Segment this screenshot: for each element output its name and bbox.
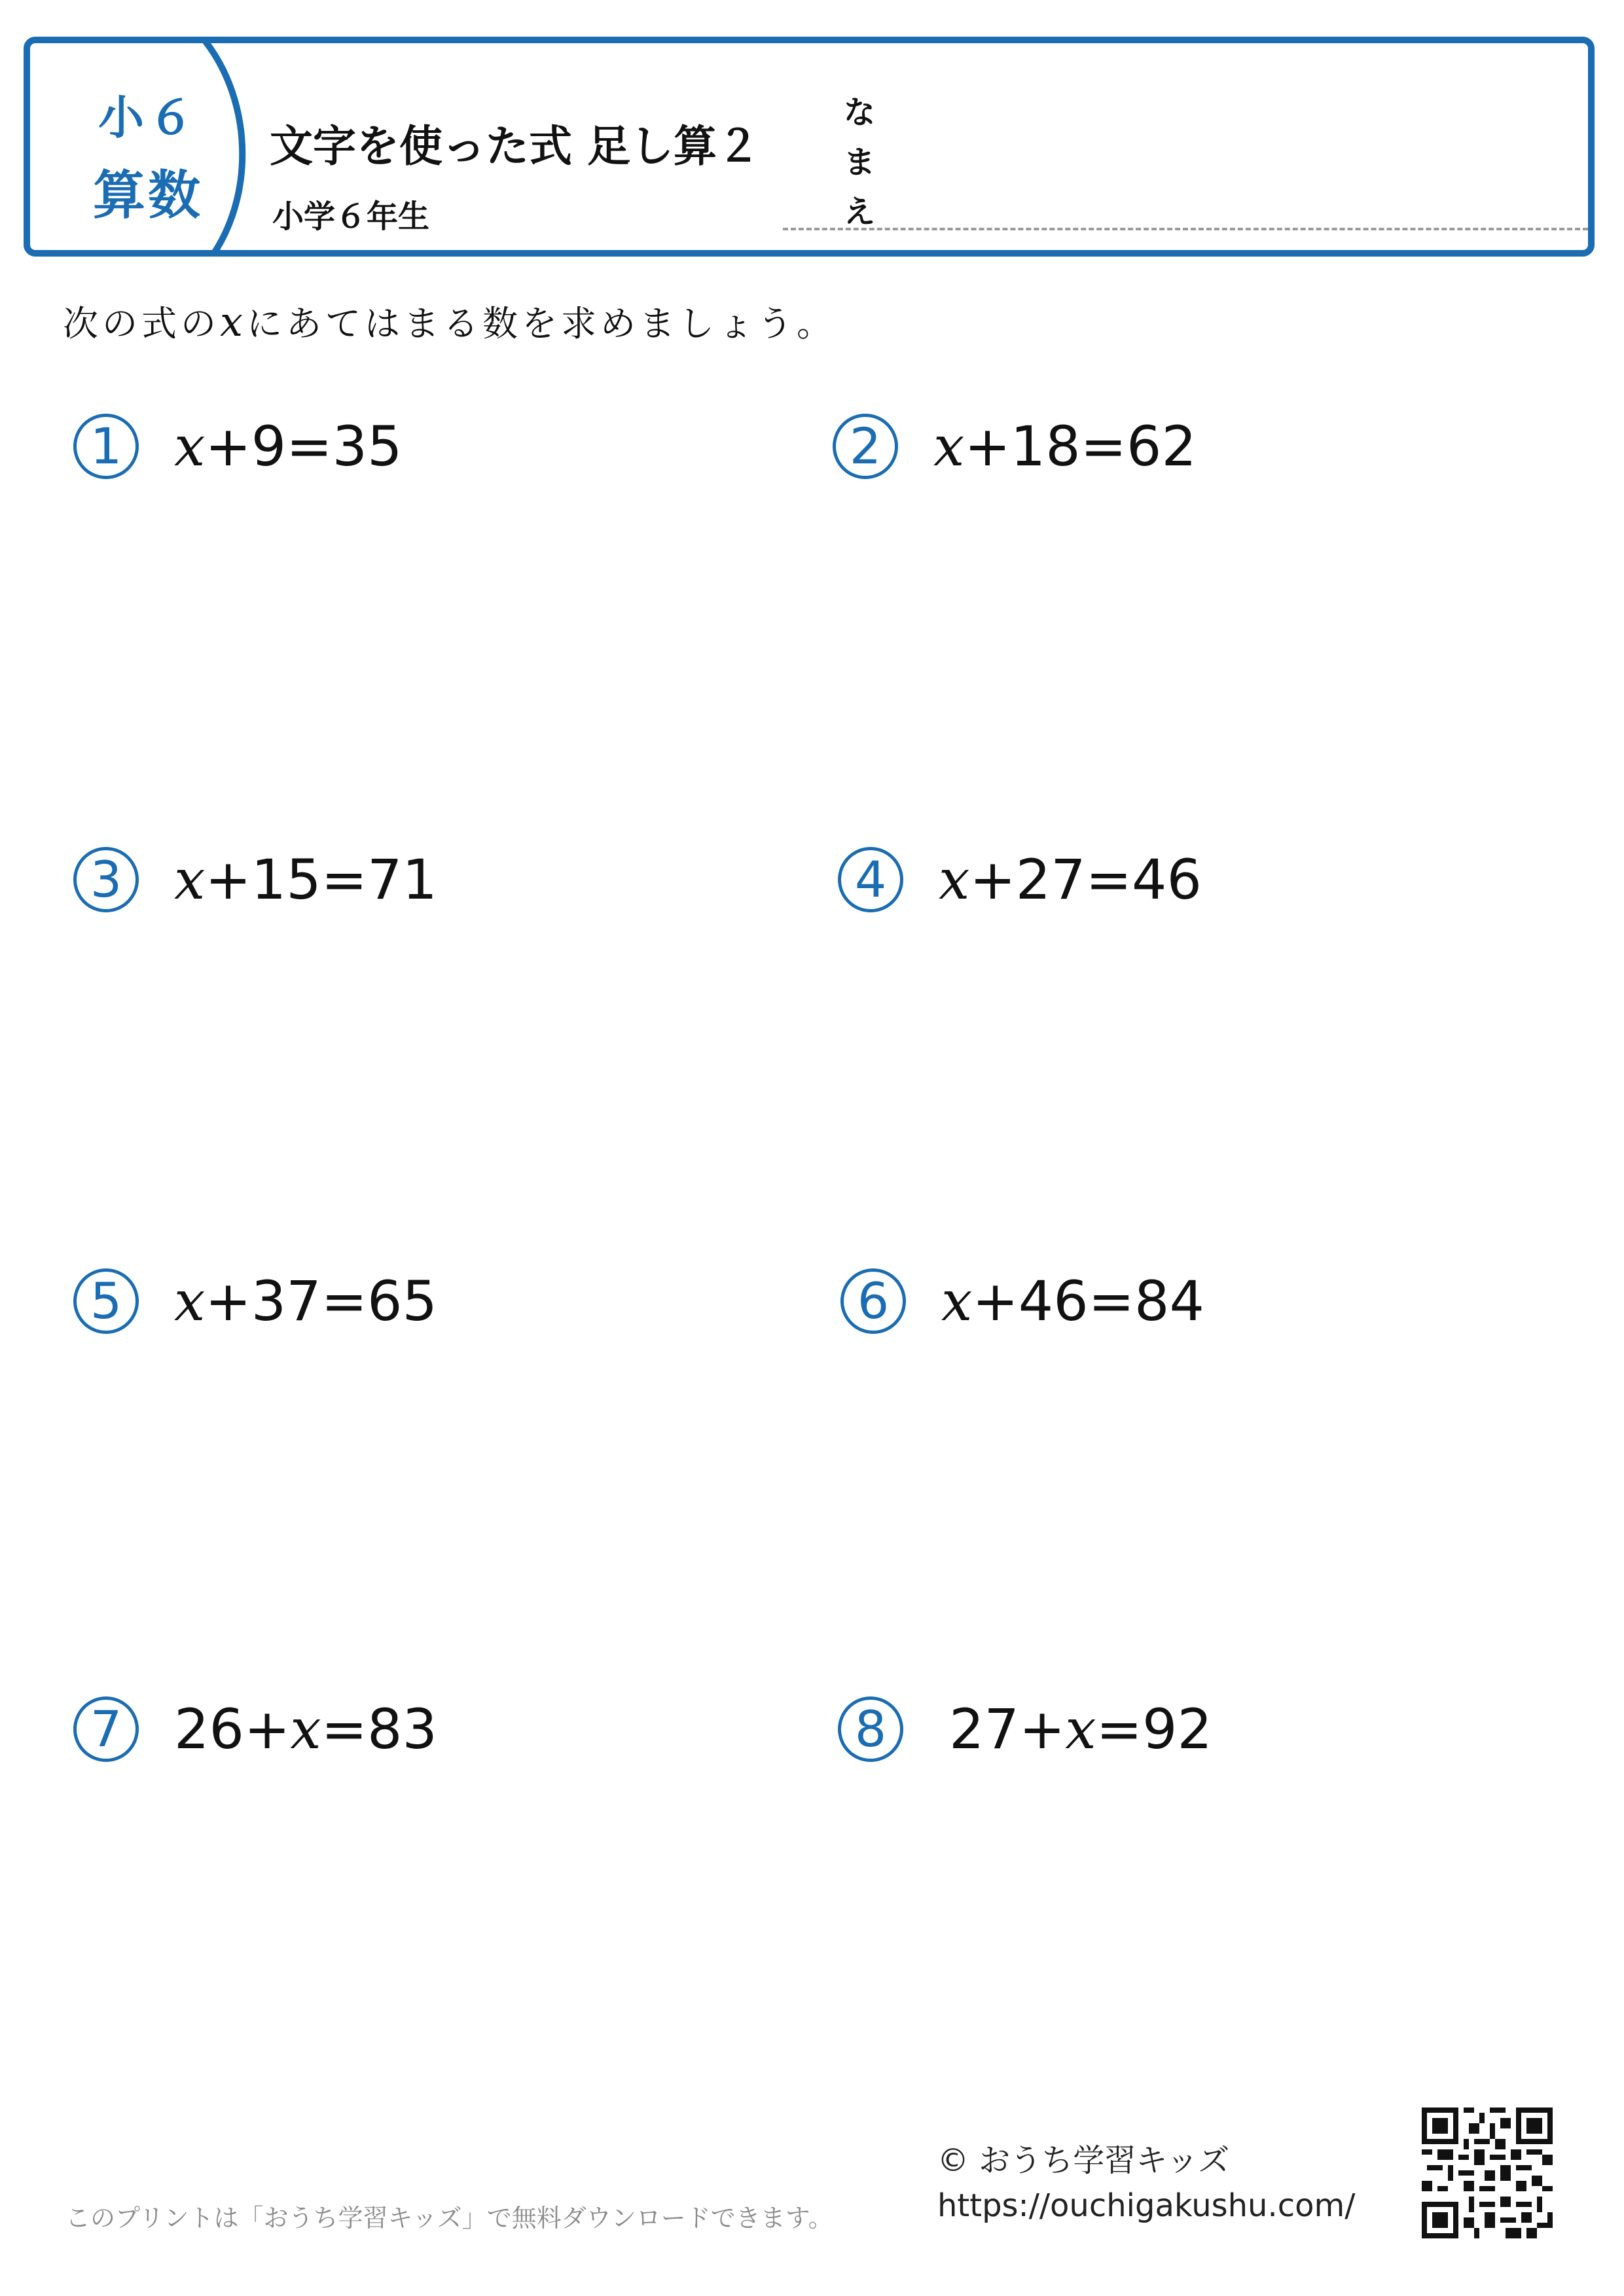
problem-number-badge: 8 — [838, 1696, 903, 1762]
download-note: このプリントは「おうち学習キッズ」で無料ダウンロードできます。 — [65, 2204, 833, 2233]
name-label-char: え — [843, 194, 875, 230]
expr-part: +9=35 — [205, 414, 403, 478]
problem-expression — [949, 1696, 1212, 1762]
expr-variable: x — [174, 848, 206, 912]
grade-label: 小６ — [98, 91, 198, 145]
subject-label: 算数 — [93, 165, 203, 226]
problem-number-badge: 5 — [73, 1268, 139, 1334]
problem-expression — [174, 847, 437, 912]
expr-part: 26+ — [174, 1697, 291, 1761]
name-field-line[interactable] — [783, 228, 1588, 230]
problem-expression — [174, 414, 402, 479]
problem-number-badge: 1 — [73, 414, 139, 479]
problem-number-badge: 4 — [838, 847, 903, 912]
expr-variable: x — [941, 1269, 973, 1333]
problem-expression — [174, 1696, 437, 1762]
problem-expression — [941, 1268, 1204, 1334]
expr-variable: x — [939, 848, 970, 912]
problem-number-badge: 3 — [73, 847, 139, 912]
expr-variable: x — [174, 414, 206, 478]
name-label-char: ま — [843, 144, 875, 181]
qr-code-icon[interactable] — [1422, 2108, 1553, 2238]
instruction-text — [63, 296, 836, 346]
instruction-variable: x — [220, 298, 247, 346]
problem-number-badge: 6 — [840, 1268, 906, 1334]
worksheet-subtitle: 小学６年生 — [272, 198, 430, 235]
expr-part: +18=62 — [964, 414, 1197, 478]
problem-expression — [174, 1268, 437, 1334]
worksheet-header — [24, 37, 1595, 257]
name-label — [837, 88, 882, 237]
expr-variable: x — [933, 414, 965, 478]
expr-part: +46=84 — [972, 1269, 1204, 1333]
problem-number-badge: 2 — [833, 414, 898, 479]
expr-part: =83 — [321, 1697, 437, 1761]
expr-part: 27+ — [949, 1697, 1066, 1761]
instruction-after: にあてはまる数を求めましょう。 — [246, 303, 836, 344]
expr-variable: x — [290, 1697, 321, 1761]
instruction-before: 次の式の — [63, 303, 220, 344]
expr-part: +15=71 — [205, 848, 437, 912]
expr-variable: x — [174, 1269, 206, 1333]
expr-part: +37=65 — [205, 1269, 437, 1333]
problem-expression — [939, 847, 1202, 912]
expr-part: =92 — [1096, 1697, 1212, 1761]
worksheet-title: 文字を使った式 足し算２ — [270, 121, 760, 171]
problem-number-badge: 7 — [73, 1696, 139, 1762]
copyright-text: © おうち学習キッズ — [937, 2142, 1230, 2179]
site-url-link[interactable]: https://ouchigakushu.com/ — [937, 2187, 1356, 2224]
name-label-char: な — [843, 94, 875, 131]
expr-part: +27=46 — [969, 848, 1202, 912]
expr-variable: x — [1065, 1697, 1096, 1761]
problem-expression — [933, 414, 1197, 479]
